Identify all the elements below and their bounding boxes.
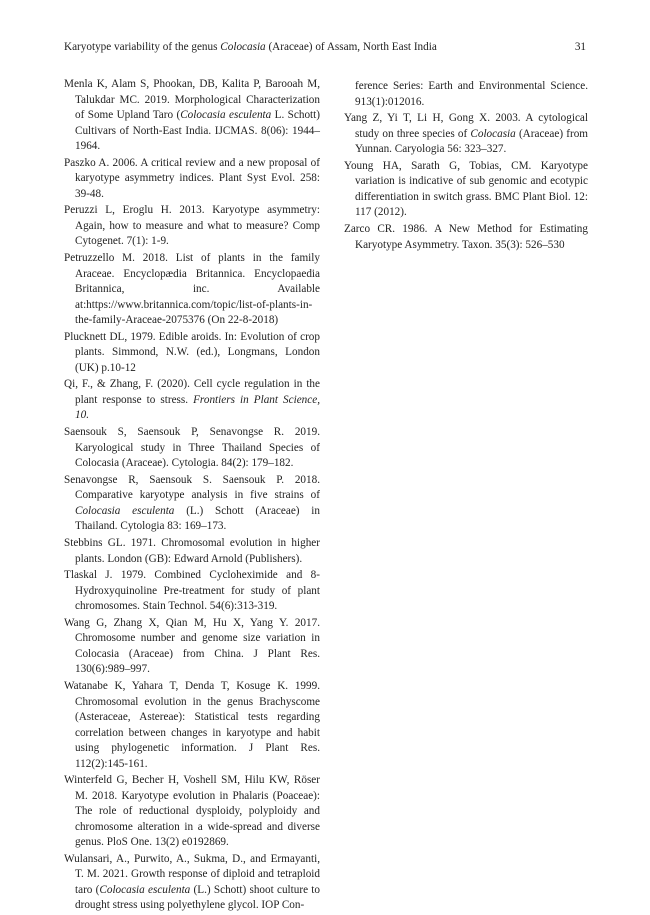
reference-entry: Paszko A. 2006. A critical review and a new proposal of karyotype asymmetry indices. Plant Syst Evol. 258: 39-48. (64, 156, 320, 200)
reference-entry: Peruzzi L, Eroglu H. 2013. Karyotype asymmetry: Again, how to measure and what to measure? Comp Cytogenet. 7(1): 1-9. (64, 204, 320, 248)
references-left-column (64, 77, 320, 915)
reference-entry: Winterfeld G, Becher H, Voshell SM, Hilu KW, Röser M. 2018. Karyotype evolution in Phalaris (Poaceae): The role of reductional dysploidy, polyploidy and chromosome alteration in a wide-spread and diverse genus. PloS One. 13(2) e0192869. (64, 774, 320, 849)
reference-entry: Young HA, Sarath G, Tobias, CM. Karyotype variation is indicative of sub genomic and ecotypic differentiation in switch grass. BMC Plant Biol. 12: 117 (2012). (344, 159, 588, 219)
reference-entry: Wang G, Zhang X, Qian M, Hu X, Yang Y. 2017. Chromosome number and genome size variation in Colocasia (Araceae) from China. J Plant Res. 130(6):989–997. (64, 616, 320, 676)
reference-continuation: ference Series: Earth and Environmental Science. 913(1):012016. (355, 80, 588, 108)
reference-entry: Wulansari, A., Purwito, A., Sukma, D., and Ermayanti, T. M. 2021. Growth response of diploid and tetraploid taro (Colocasia esculenta (L.) Schott) shoot culture to drought stress using polyethylene glycol. IOP Con- (64, 852, 321, 912)
page-header (64, 40, 586, 54)
reference-entry: Tlaskal J. 1979. Combined Cycloheximide and 8-Hydroxyquinoline Pre-treatment for study of plant chromosomes. Stain Technol. 54(6):313-319. (64, 569, 320, 613)
reference-entry: Petruzzello M. 2018. List of plants in the family Araceae. Encyclopædia Britannica. Encyclopaedia Britannica, inc. Available at:https://www.britannica.com/topic/list-of-plants-in-the-family-Araceae-2075376 (On 22-8-2018) (64, 252, 320, 327)
references-right-column (344, 79, 588, 254)
reference-entry: Senavongse R, Saensouk S. Saensouk P. 2018. Comparative karyotype analysis in five strains of Colocasia esculenta (L.) Schott (Araceae) in Thailand. Cytologia 83: 169–173. (64, 473, 320, 533)
reference-entry: Yang Z, Yi T, Li H, Gong X. 2003. A cytological study on three species of Colocasia (Araceae) from Yunnan. Caryologia 56: 323–327. (344, 112, 588, 156)
reference-entry: Plucknett DL, 1979. Edible aroids. In: Evolution of crop plants. Simmond, N.W. (ed.), Longmans, London (UK) p.10-12 (64, 330, 320, 374)
reference-entry: Qi, F., & Zhang, F. (2020). Cell cycle regulation in the plant response to stress. Frontiers in Plant Science, 10. (64, 378, 320, 422)
reference-entry: Zarco CR. 1986. A New Method for Estimating Karyotype Asymmetry. Taxon. 35(3): 526–530 (344, 223, 588, 251)
page-number: 31 (574, 41, 586, 53)
reference-entry: Stebbins GL. 1971. Chromosomal evolution in higher plants. London (GB): Edward Arnold (Publishers). (64, 537, 320, 565)
reference-entry: Menla K, Alam S, Phookan, DB, Kalita P, Barooah M, Talukdar MC. 2019. Morphological Characterization of Some Upland Taro (Colocasia esculenta L. Schott) Cultivars of North-East India. IJCMAS. 8(06): 1944–1964. (64, 78, 321, 152)
reference-entry: Watanabe K, Yahara T, Denda T, Kosuge K. 1999. Chromosomal evolution in the genus Brachyscome (Asteraceae, Astereae): Statistical tests regarding correlation between changes in karyotype and habit using phylogenetic information. J Plant Res. 112(2):145-161. (64, 680, 320, 770)
running-title: Karyotype variability of the genus Colocasia (Araceae) of Assam, North East India (64, 41, 437, 53)
reference-entry: Saensouk S, Saensouk P, Senavongse R. 2019. Karyological study in Three Thailand Species of Colocasia (Araceae). Cytologia. 84(2): 179–182. (64, 426, 320, 470)
